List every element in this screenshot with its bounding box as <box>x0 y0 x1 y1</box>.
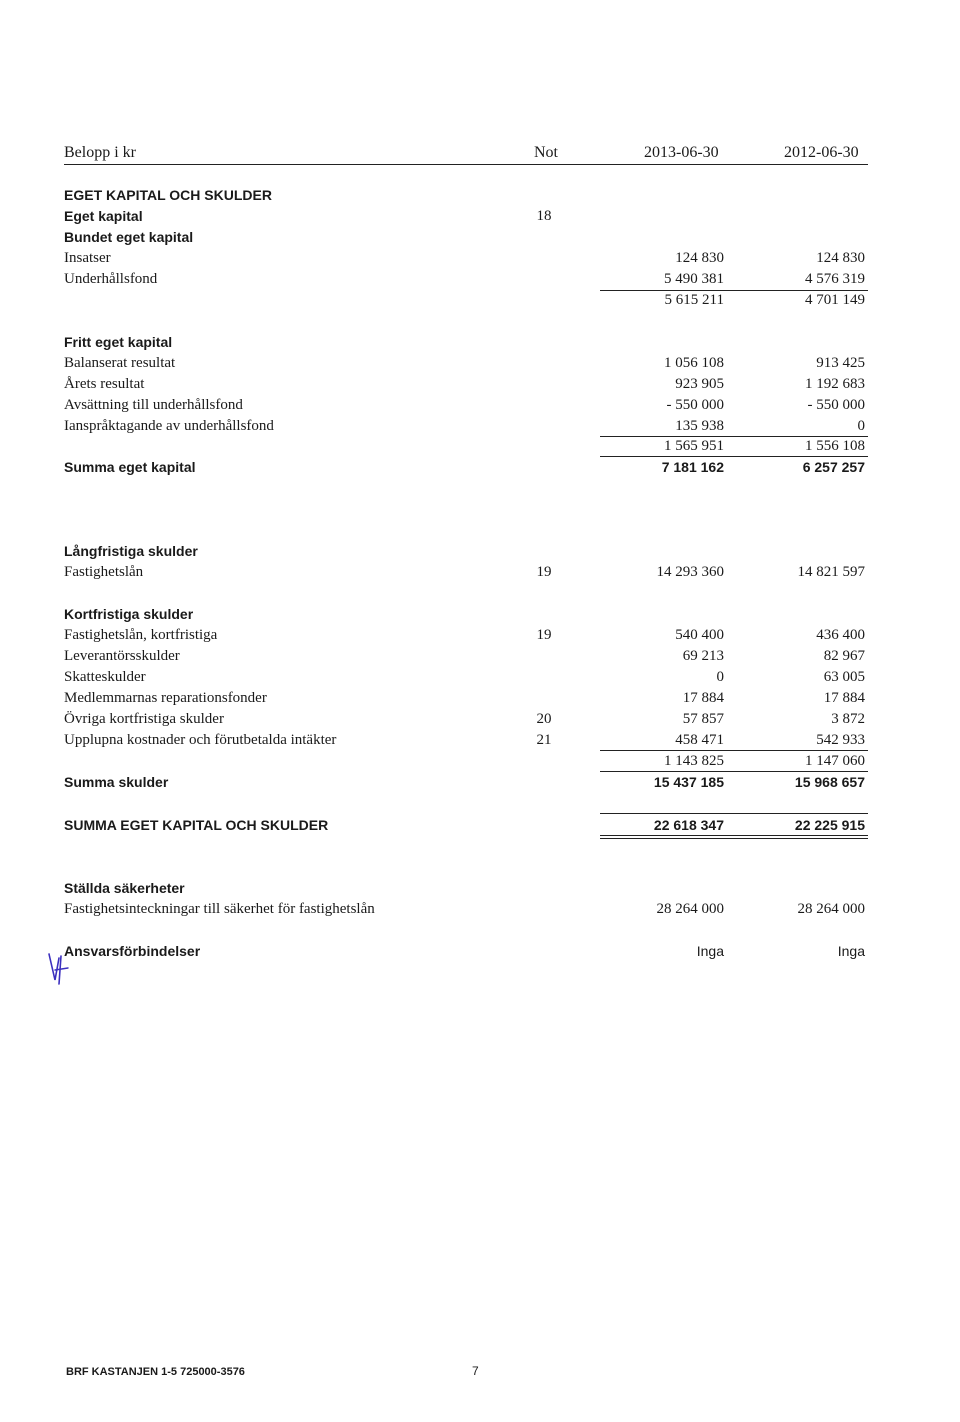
value-2013: 458 471 <box>675 732 724 748</box>
total-row <box>64 457 868 478</box>
row-note: 19 <box>536 627 552 643</box>
table-row <box>64 248 868 269</box>
value-2012: 1 192 683 <box>805 376 865 392</box>
value-2012: 4 576 319 <box>805 271 865 287</box>
value-2012: 63 005 <box>823 669 865 685</box>
section-heading <box>64 185 868 206</box>
value-2012: 4 701 149 <box>805 292 865 308</box>
value-2012: 82 967 <box>823 648 865 664</box>
value-2012: 22 225 915 <box>794 817 865 833</box>
table-row <box>64 646 868 667</box>
header-not: Not <box>534 144 558 161</box>
footer-organization: BRF KASTANJEN 1-5 725000-3576 <box>66 1366 245 1378</box>
row-label: EGET KAPITAL OCH SKULDER <box>64 187 272 203</box>
row-label: Balanserat resultat <box>64 355 176 371</box>
table-row <box>64 353 868 374</box>
section-heading <box>64 541 868 562</box>
row-label: Ställda säkerheter <box>64 880 185 896</box>
section-heading <box>64 878 868 899</box>
value-2013: 15 437 185 <box>653 774 724 790</box>
table-row <box>64 374 868 395</box>
value-2012: 15 968 657 <box>794 774 865 790</box>
row-label: Kortfristiga skulder <box>64 606 194 622</box>
header-col-2013: 2013-06-30 <box>644 144 719 161</box>
row-label: Ianspråktagande av underhållsfond <box>64 418 274 434</box>
value-2013: 57 857 <box>682 711 724 727</box>
row-label: Upplupna kostnader och förutbetalda intäkter <box>64 732 337 748</box>
table-row <box>64 416 868 437</box>
page-number: 7 <box>472 1364 479 1378</box>
value-2012: 436 400 <box>816 627 865 643</box>
value-2013: - 550 000 <box>666 397 724 413</box>
value-2012: 0 <box>857 418 865 434</box>
row-label: SUMMA EGET KAPITAL OCH SKULDER <box>64 817 329 833</box>
row-label: Underhållsfond <box>64 271 158 287</box>
value-2012: 913 425 <box>816 355 865 371</box>
total-row <box>64 772 868 793</box>
section-heading <box>64 227 868 248</box>
subtotal-row <box>64 436 868 457</box>
value-2013: 1 565 951 <box>664 438 724 454</box>
row-label: Bundet eget kapital <box>64 229 194 245</box>
row-label: Summa skulder <box>64 774 169 790</box>
row-note: 18 <box>536 208 552 224</box>
value-2012: - 550 000 <box>807 397 865 413</box>
grand-total-rule-double <box>600 838 868 839</box>
section-heading <box>64 332 868 353</box>
value-2013: 22 618 347 <box>653 817 724 833</box>
value-2013: 124 830 <box>675 250 724 266</box>
value-2012: Inga <box>837 943 865 959</box>
value-2012: 17 884 <box>823 690 865 706</box>
grand-total-rule-bottom <box>600 835 868 836</box>
row-note: 20 <box>536 711 552 727</box>
table-row <box>64 709 868 730</box>
section-heading <box>64 206 868 227</box>
column-header <box>64 143 868 165</box>
value-2013: 17 884 <box>682 690 724 706</box>
row-label: Fastighetslån, kortfristiga <box>64 627 218 643</box>
header-rule <box>64 164 868 165</box>
value-2013: 7 181 162 <box>661 459 724 475</box>
value-2012: 1 147 060 <box>805 753 865 769</box>
table-row <box>64 395 868 416</box>
value-2013: 14 293 360 <box>656 564 724 580</box>
row-label: Medlemmarnas reparationsfonder <box>64 690 267 706</box>
row-label: Årets resultat <box>64 376 145 392</box>
row-label: Ansvarsförbindelser <box>64 943 201 959</box>
row-note: 21 <box>536 732 552 748</box>
row-label: Fritt eget kapital <box>64 334 173 350</box>
row-label: Fastighetsinteckningar till säkerhet för fastighetslån <box>64 901 375 917</box>
table-row <box>64 730 868 751</box>
table-row <box>64 899 868 920</box>
value-2013: 135 938 <box>675 418 724 434</box>
row-label: Övriga kortfristiga skulder <box>64 711 224 727</box>
value-2012: 6 257 257 <box>802 459 865 475</box>
row-label: Långfristiga skulder <box>64 543 198 559</box>
table-row <box>64 562 868 583</box>
table-row <box>64 269 868 290</box>
value-2013: 5 490 381 <box>664 271 724 287</box>
row-label: Fastighetslån <box>64 564 144 580</box>
row-label: Leverantörsskulder <box>64 648 180 664</box>
value-2013: 5 615 211 <box>664 292 724 308</box>
value-2013: 540 400 <box>675 627 724 643</box>
value-2012: 3 872 <box>831 711 865 727</box>
value-2012: 28 264 000 <box>797 901 865 917</box>
table-row <box>64 625 868 646</box>
row-label: Avsättning till underhållsfond <box>64 397 243 413</box>
subtotal-row <box>64 751 868 772</box>
row-note: 19 <box>536 564 552 580</box>
value-2013: 1 056 108 <box>664 355 724 371</box>
value-2012: 542 933 <box>816 732 865 748</box>
table-row <box>64 667 868 688</box>
row-label: Insatser <box>64 250 111 266</box>
row-label: Eget kapital <box>64 208 143 224</box>
value-2012: 1 556 108 <box>805 438 865 454</box>
value-2013: 923 905 <box>675 376 724 392</box>
header-col-2012: 2012-06-30 <box>784 144 859 161</box>
value-2013: Inga <box>696 943 724 959</box>
value-2013: 28 264 000 <box>656 901 724 917</box>
value-2012: 14 821 597 <box>797 564 865 580</box>
grand-total-rule-top <box>600 813 868 814</box>
subtotal-row <box>64 290 868 311</box>
table-row <box>64 941 868 962</box>
header-belopp: Belopp i kr <box>64 144 136 161</box>
value-2013: 0 <box>716 669 724 685</box>
row-label: Skatteskulder <box>64 669 146 685</box>
handwritten-initials-icon <box>46 950 72 986</box>
value-2013: 1 143 825 <box>664 753 724 769</box>
row-label: Summa eget kapital <box>64 459 196 475</box>
grand-total-row <box>64 815 868 836</box>
section-heading <box>64 604 868 625</box>
table-row <box>64 688 868 709</box>
value-2013: 69 213 <box>682 648 724 664</box>
value-2012: 124 830 <box>816 250 865 266</box>
